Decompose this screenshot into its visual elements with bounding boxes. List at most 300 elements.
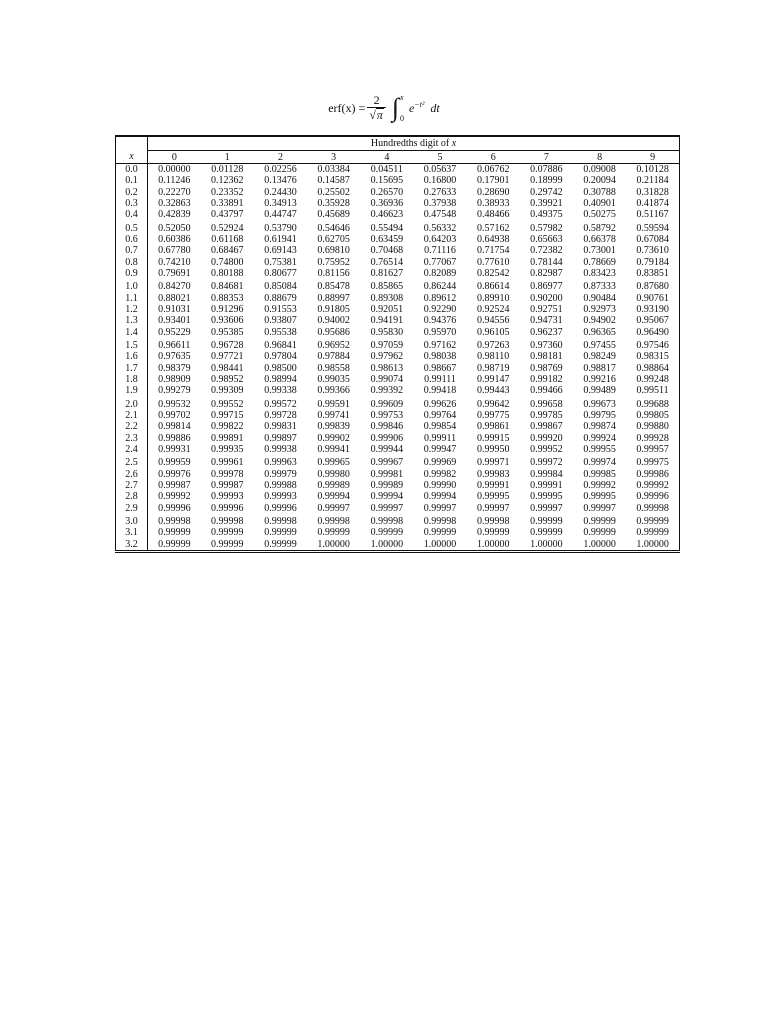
table-cell: 0.91805 <box>317 304 350 316</box>
table-cell: 0.96611 <box>158 340 191 352</box>
table-cell: 0.99999 <box>423 527 457 539</box>
table-row <box>116 175 680 186</box>
row-x-value: 1.9 <box>116 385 148 396</box>
row-x-value: 1.0 <box>116 279 148 292</box>
table-cell: 0.26570 <box>370 186 404 198</box>
table-cell: 0.91031 <box>158 304 191 316</box>
table-cell: 0.97804 <box>264 351 297 363</box>
integral-lower-limit: 0 <box>400 114 405 123</box>
table-cell: 0.02256 <box>264 164 297 176</box>
table-cell: 0.99673 <box>583 398 616 410</box>
table-cell: 0.99998 <box>423 516 457 527</box>
table-cell: 0.94002 <box>317 315 350 327</box>
table-cell: 0.99998 <box>264 516 297 527</box>
table-caption <box>148 136 680 151</box>
table-row <box>116 385 680 396</box>
table-cell: 0.99785 <box>530 410 563 422</box>
row-x-value: 0.1 <box>116 175 148 186</box>
table-cell: 0.99920 <box>530 432 563 444</box>
table-cell: 0.96237 <box>530 326 563 338</box>
table-row <box>116 491 680 502</box>
row-x-value: 1.3 <box>116 315 148 326</box>
table-cell: 0.99967 <box>370 457 404 469</box>
table-cell: 0.98817 <box>583 362 616 374</box>
formula-fraction <box>367 94 386 121</box>
table-cell: 0.73610 <box>636 245 669 257</box>
table-row <box>116 503 680 514</box>
table-cell: 0.44747 <box>264 209 297 221</box>
table-cell: 0.96728 <box>211 340 244 352</box>
table-cell: 0.98441 <box>211 362 244 374</box>
table-cell: 0.98379 <box>158 362 191 374</box>
table-cell: 0.99947 <box>423 444 457 456</box>
table-cell: 0.99982 <box>423 468 457 480</box>
row-x-value: 3.1 <box>116 527 148 538</box>
table-cell: 0.99688 <box>636 398 669 410</box>
table-cell: 0.68467 <box>211 245 244 257</box>
table-row <box>116 187 680 198</box>
table-cell: 0.99924 <box>583 432 616 444</box>
table-cell: 0.63459 <box>370 234 404 246</box>
table-cell: 1.00000 <box>476 538 510 550</box>
table-cell: 0.53790 <box>264 222 297 234</box>
row-x-value: 2.4 <box>116 444 148 455</box>
table-cell: 0.99846 <box>370 421 404 433</box>
table-cell: 0.24430 <box>264 186 297 198</box>
table-cell: 0.94376 <box>423 315 457 327</box>
table-cell: 0.76514 <box>370 256 404 268</box>
table-cell: 0.99984 <box>530 468 563 480</box>
table-cell: 0.07886 <box>530 164 563 176</box>
row-x-value: 0.8 <box>116 257 148 268</box>
integral-sign: ∫ <box>391 93 400 122</box>
table-cell: 0.80677 <box>264 268 297 280</box>
table-cell: 0.99999 <box>158 527 191 539</box>
digit-header: 1 <box>201 151 254 164</box>
table-cell: 0.93606 <box>211 315 244 327</box>
table-cell: 0.99965 <box>317 457 350 469</box>
table-cell: 0.20094 <box>583 175 616 187</box>
table-cell: 0.99928 <box>636 432 669 444</box>
table-cell: 0.98181 <box>530 351 563 363</box>
table-cell: 0.99955 <box>583 444 616 456</box>
table-cell: 0.99831 <box>264 421 297 433</box>
table-cell: 0.99963 <box>264 457 297 469</box>
table-cell: 0.75381 <box>264 256 297 268</box>
table-cell: 0.70468 <box>370 245 404 257</box>
table-cell: 0.96952 <box>317 340 350 352</box>
table-cell: 0.97263 <box>476 340 510 352</box>
table-cell: 0.99035 <box>317 374 350 386</box>
table-cell: 0.99392 <box>370 385 404 397</box>
row-x-value: 1.1 <box>116 293 148 304</box>
table-row <box>116 351 680 362</box>
table-cell: 0.83423 <box>583 268 616 280</box>
table-cell: 0.34913 <box>264 198 297 210</box>
caption-corner <box>116 136 148 151</box>
digit-header-row <box>116 151 680 164</box>
table-cell: 0.99861 <box>476 421 510 433</box>
table-cell: 0.92524 <box>476 304 510 316</box>
table-row <box>116 455 680 468</box>
table-cell: 0.99338 <box>264 385 297 397</box>
table-cell: 0.99309 <box>211 385 244 397</box>
table-cell: 0.87680 <box>636 281 669 293</box>
table-cell: 0.98249 <box>583 351 616 363</box>
table-cell: 0.99996 <box>636 491 669 503</box>
table-cell: 0.23352 <box>211 186 244 198</box>
table-cell: 0.61941 <box>264 234 297 246</box>
table-cell: 0.09008 <box>583 164 616 176</box>
table-cell: 0.94902 <box>583 315 616 327</box>
table-cell: 0.99985 <box>583 468 616 480</box>
table-cell: 0.57162 <box>476 222 510 234</box>
table-cell: 0.99994 <box>317 491 350 503</box>
table-cell: 0.86244 <box>423 281 457 293</box>
table-cell: 0.95686 <box>317 326 350 338</box>
table-cell: 0.99854 <box>423 421 457 433</box>
table-cell: 0.98110 <box>477 351 510 363</box>
table-cell: 0.99975 <box>636 457 669 469</box>
table-cell: 0.99991 <box>530 480 563 492</box>
table-cell: 0.54646 <box>317 222 350 234</box>
table-cell: 0.79184 <box>636 256 669 268</box>
table-cell: 0.99702 <box>158 410 191 422</box>
table-cell: 1.00000 <box>583 538 616 550</box>
table-row <box>116 397 680 410</box>
table-cell: 0.99999 <box>211 527 244 539</box>
table-cell: 0.80188 <box>211 268 244 280</box>
table-cell: 0.99999 <box>264 538 297 550</box>
table-row <box>116 234 680 245</box>
erf-formula <box>0 88 768 128</box>
table-cell: 0.99969 <box>423 457 457 469</box>
table-cell: 0.99642 <box>476 398 510 410</box>
table-cell: 0.99997 <box>423 502 457 514</box>
row-x-value: 2.0 <box>116 397 148 410</box>
differential: dt <box>430 100 440 115</box>
table-cell: 0.90484 <box>583 292 616 304</box>
table-cell: 0.60386 <box>158 234 191 246</box>
table-cell: 0.99147 <box>476 374 510 386</box>
table-cell: 0.99998 <box>317 516 350 527</box>
digit-header: 5 <box>413 151 466 164</box>
table-cell: 0.65663 <box>530 234 563 246</box>
table-cell: 0.31828 <box>636 186 669 198</box>
table-cell: 0.98719 <box>476 362 510 374</box>
table-cell: 0.98952 <box>211 374 244 386</box>
table-cell: 0.59594 <box>636 222 669 234</box>
table-row <box>116 198 680 209</box>
table-cell: 0.99880 <box>636 421 669 433</box>
table-cell: 0.25502 <box>317 186 350 198</box>
table-row <box>116 514 680 527</box>
table-cell: 0.84270 <box>158 281 191 293</box>
digit-header: 9 <box>626 151 679 164</box>
table-cell: 0.95229 <box>158 326 191 338</box>
table-cell: 0.96365 <box>583 326 616 338</box>
table-cell: 0.40901 <box>583 198 616 210</box>
table-cell: 0.69810 <box>317 245 350 257</box>
table-cell: 0.97884 <box>317 351 350 363</box>
table-cell: 0.99987 <box>158 480 191 492</box>
table-cell: 0.50275 <box>583 209 616 221</box>
table-cell: 0.98038 <box>423 351 457 363</box>
table-cell: 0.94731 <box>530 315 563 327</box>
table-cell: 0.99997 <box>476 502 510 514</box>
table-cell: 0.99741 <box>317 410 350 422</box>
integrand-exponent: −t² <box>414 100 425 109</box>
row-x-value: 1.7 <box>116 363 148 374</box>
row-x-value: 1.6 <box>116 351 148 362</box>
table-cell: 0.99418 <box>423 385 457 397</box>
table-row <box>116 209 680 220</box>
table-cell: 0.99753 <box>370 410 404 422</box>
caption-variable: x <box>451 138 457 149</box>
table-cell: 0.86977 <box>530 281 563 293</box>
table-cell: 0.16800 <box>423 175 457 187</box>
table-cell: 0.78669 <box>583 256 616 268</box>
table-cell: 0.99999 <box>317 527 350 539</box>
table-cell: 0.98994 <box>264 374 297 386</box>
table-cell: 0.22270 <box>158 186 191 198</box>
table-cell: 0.99995 <box>476 491 510 503</box>
table-row <box>116 374 680 385</box>
table-cell: 0.99993 <box>211 491 244 503</box>
table-cell: 0.99591 <box>317 398 350 410</box>
table-cell: 0.71754 <box>476 245 510 257</box>
table-cell: 0.99999 <box>636 527 669 539</box>
table-cell: 0.99911 <box>423 432 457 444</box>
sqrt-argument: π <box>376 108 383 122</box>
table-row <box>116 539 680 552</box>
table-row <box>116 304 680 315</box>
digit-header: 4 <box>360 151 413 164</box>
table-cell: 0.81627 <box>370 268 404 280</box>
table-cell: 0.77610 <box>476 256 510 268</box>
table-cell: 0.97962 <box>370 351 404 363</box>
table-cell: 0.77067 <box>423 256 457 268</box>
table-cell: 1.00000 <box>370 538 404 550</box>
table-cell: 0.99511 <box>636 385 669 397</box>
table-cell: 0.55494 <box>370 222 404 234</box>
table-cell: 0.99980 <box>317 468 350 480</box>
table-cell: 0.88997 <box>317 292 350 304</box>
table-cell: 0.92973 <box>583 304 616 316</box>
table-cell: 0.92051 <box>370 304 404 316</box>
table-cell: 0.99998 <box>476 516 510 527</box>
table-cell: 0.64938 <box>476 234 510 246</box>
table-cell: 0.99999 <box>264 527 297 539</box>
table-cell: 0.74210 <box>158 256 191 268</box>
table-cell: 0.99983 <box>476 468 510 480</box>
sqrt-symbol: √ <box>369 107 376 122</box>
row-x-value: 1.4 <box>116 327 148 338</box>
table-cell: 0.89910 <box>476 292 510 304</box>
table-cell: 0.99952 <box>530 444 563 456</box>
row-x-value: 2.9 <box>116 503 148 514</box>
table-cell: 0.62705 <box>317 234 350 246</box>
table-cell: 0.42839 <box>158 209 191 221</box>
table-cell: 0.45689 <box>317 209 350 221</box>
table-cell: 0.00000 <box>158 164 191 176</box>
row-x-value: 2.2 <box>116 421 148 432</box>
table-cell: 0.99532 <box>158 398 191 410</box>
table-cell: 0.99997 <box>530 502 563 514</box>
table-cell: 0.99897 <box>264 432 297 444</box>
table-cell: 0.69143 <box>264 245 297 257</box>
table-cell: 0.05637 <box>423 164 457 176</box>
table-cell: 0.99999 <box>530 516 563 527</box>
table-cell: 0.97360 <box>530 340 563 352</box>
table-cell: 0.82542 <box>476 268 510 280</box>
integral-expression <box>392 93 404 123</box>
table-cell: 0.95830 <box>370 326 404 338</box>
table-cell: 0.51167 <box>636 209 669 221</box>
table-cell: 0.99466 <box>530 385 563 397</box>
table-cell: 0.66378 <box>583 234 616 246</box>
table-cell: 0.43797 <box>211 209 244 221</box>
table-row <box>116 327 680 338</box>
table-row <box>116 421 680 432</box>
table-row <box>116 338 680 351</box>
row-x-value: 0.4 <box>116 209 148 220</box>
table-cell: 0.99248 <box>636 374 669 386</box>
digit-header: 3 <box>307 151 360 164</box>
table-cell: 0.67780 <box>158 245 191 257</box>
table-cell: 0.99999 <box>370 527 404 539</box>
table-cell: 0.99902 <box>317 432 350 444</box>
table-cell: 1.00000 <box>530 538 563 550</box>
table-row <box>116 363 680 374</box>
table-cell: 0.99986 <box>636 468 669 480</box>
table-cell: 0.99822 <box>211 421 244 433</box>
integral-upper-limit: x <box>400 93 404 102</box>
integrand-base: e <box>409 101 415 115</box>
table-cell: 0.99999 <box>583 527 616 539</box>
table-cell: 0.79691 <box>158 268 191 280</box>
table-cell: 0.99658 <box>530 398 563 410</box>
table-row <box>116 257 680 268</box>
table-cell: 0.99216 <box>583 374 616 386</box>
digit-header: 2 <box>254 151 307 164</box>
row-x-value: 1.8 <box>116 374 148 385</box>
table-cell: 0.99992 <box>583 480 616 492</box>
table-cell: 0.12362 <box>211 175 244 187</box>
table-cell: 0.85084 <box>264 281 297 293</box>
row-x-value: 0.2 <box>116 187 148 198</box>
table-cell: 0.91296 <box>211 304 244 316</box>
table-cell: 0.15695 <box>370 175 404 187</box>
formula-lhs: erf(x) = <box>328 100 366 115</box>
table-cell: 0.52050 <box>158 222 191 234</box>
table-cell: 0.90761 <box>636 292 669 304</box>
table-cell: 0.99182 <box>530 374 563 386</box>
table-cell: 0.98769 <box>530 362 563 374</box>
table-cell: 0.93190 <box>636 304 669 316</box>
table-cell: 0.99998 <box>370 516 404 527</box>
table-cell: 0.86614 <box>476 281 510 293</box>
table-cell: 0.99950 <box>476 444 510 456</box>
table-cell: 0.99995 <box>583 491 616 503</box>
table-cell: 0.93807 <box>264 315 297 327</box>
table-cell: 0.99715 <box>211 410 244 422</box>
x-column-header: x <box>116 151 148 164</box>
table-cell: 0.96841 <box>264 340 297 352</box>
table-cell: 0.89308 <box>370 292 404 304</box>
table-cell: 0.99994 <box>370 491 404 503</box>
table-cell: 0.78144 <box>530 256 563 268</box>
digit-header: 7 <box>520 151 573 164</box>
table-cell: 0.13476 <box>264 175 297 187</box>
table-cell: 0.91553 <box>264 304 297 316</box>
table-cell: 0.61168 <box>211 234 244 246</box>
table-cell: 0.85865 <box>370 281 404 293</box>
table-cell: 0.39921 <box>530 198 563 210</box>
row-x-value: 0.0 <box>116 164 148 176</box>
table-row <box>116 245 680 256</box>
table-row <box>116 433 680 444</box>
table-row <box>116 410 680 421</box>
table-cell: 0.84681 <box>211 281 244 293</box>
table-cell: 0.95385 <box>211 326 244 338</box>
table-cell: 0.99906 <box>370 432 404 444</box>
table-cell: 0.93401 <box>158 315 191 327</box>
table-cell: 0.89612 <box>423 292 457 304</box>
table-cell: 0.99728 <box>264 410 297 422</box>
table-cell: 0.99074 <box>370 374 404 386</box>
table-cell: 0.99874 <box>583 421 616 433</box>
row-x-value: 0.7 <box>116 245 148 256</box>
table-cell: 0.92751 <box>530 304 563 316</box>
table-cell: 0.99764 <box>423 410 457 422</box>
table-cell: 0.99999 <box>530 527 563 539</box>
table-cell: 0.01128 <box>211 164 244 176</box>
sqrt-expression <box>369 108 384 122</box>
table-cell: 0.67084 <box>636 234 669 246</box>
row-x-value: 2.3 <box>116 433 148 444</box>
table-cell: 0.64203 <box>423 234 457 246</box>
table-cell: 0.99997 <box>317 502 350 514</box>
table-cell: 0.82089 <box>423 268 457 280</box>
table-cell: 0.99915 <box>476 432 510 444</box>
table-cell: 0.99775 <box>476 410 510 422</box>
table-cell: 0.99626 <box>423 398 457 410</box>
table-cell: 0.33891 <box>211 198 244 210</box>
table-cell: 0.74800 <box>211 256 244 268</box>
table-row <box>116 221 680 234</box>
table-cell: 0.98315 <box>636 351 669 363</box>
table-cell: 0.99992 <box>636 480 669 492</box>
table-cell: 0.99989 <box>317 480 350 492</box>
table-cell: 0.99999 <box>636 516 669 527</box>
table-cell: 0.99366 <box>317 385 350 397</box>
row-x-value: 1.2 <box>116 304 148 315</box>
table-cell: 0.97546 <box>636 340 669 352</box>
table-cell: 0.49375 <box>530 209 563 221</box>
table-caption-row <box>116 136 680 151</box>
table-cell: 0.99996 <box>264 502 297 514</box>
table-row <box>116 315 680 326</box>
table-cell: 0.99999 <box>583 516 616 527</box>
table-row <box>116 293 680 304</box>
row-x-value: 0.5 <box>116 221 148 234</box>
table-cell: 0.32863 <box>158 198 191 210</box>
table-cell: 0.99957 <box>636 444 669 456</box>
table-cell: 0.99971 <box>476 457 510 469</box>
integrand <box>409 100 424 116</box>
fraction-numerator: 2 <box>373 93 380 108</box>
